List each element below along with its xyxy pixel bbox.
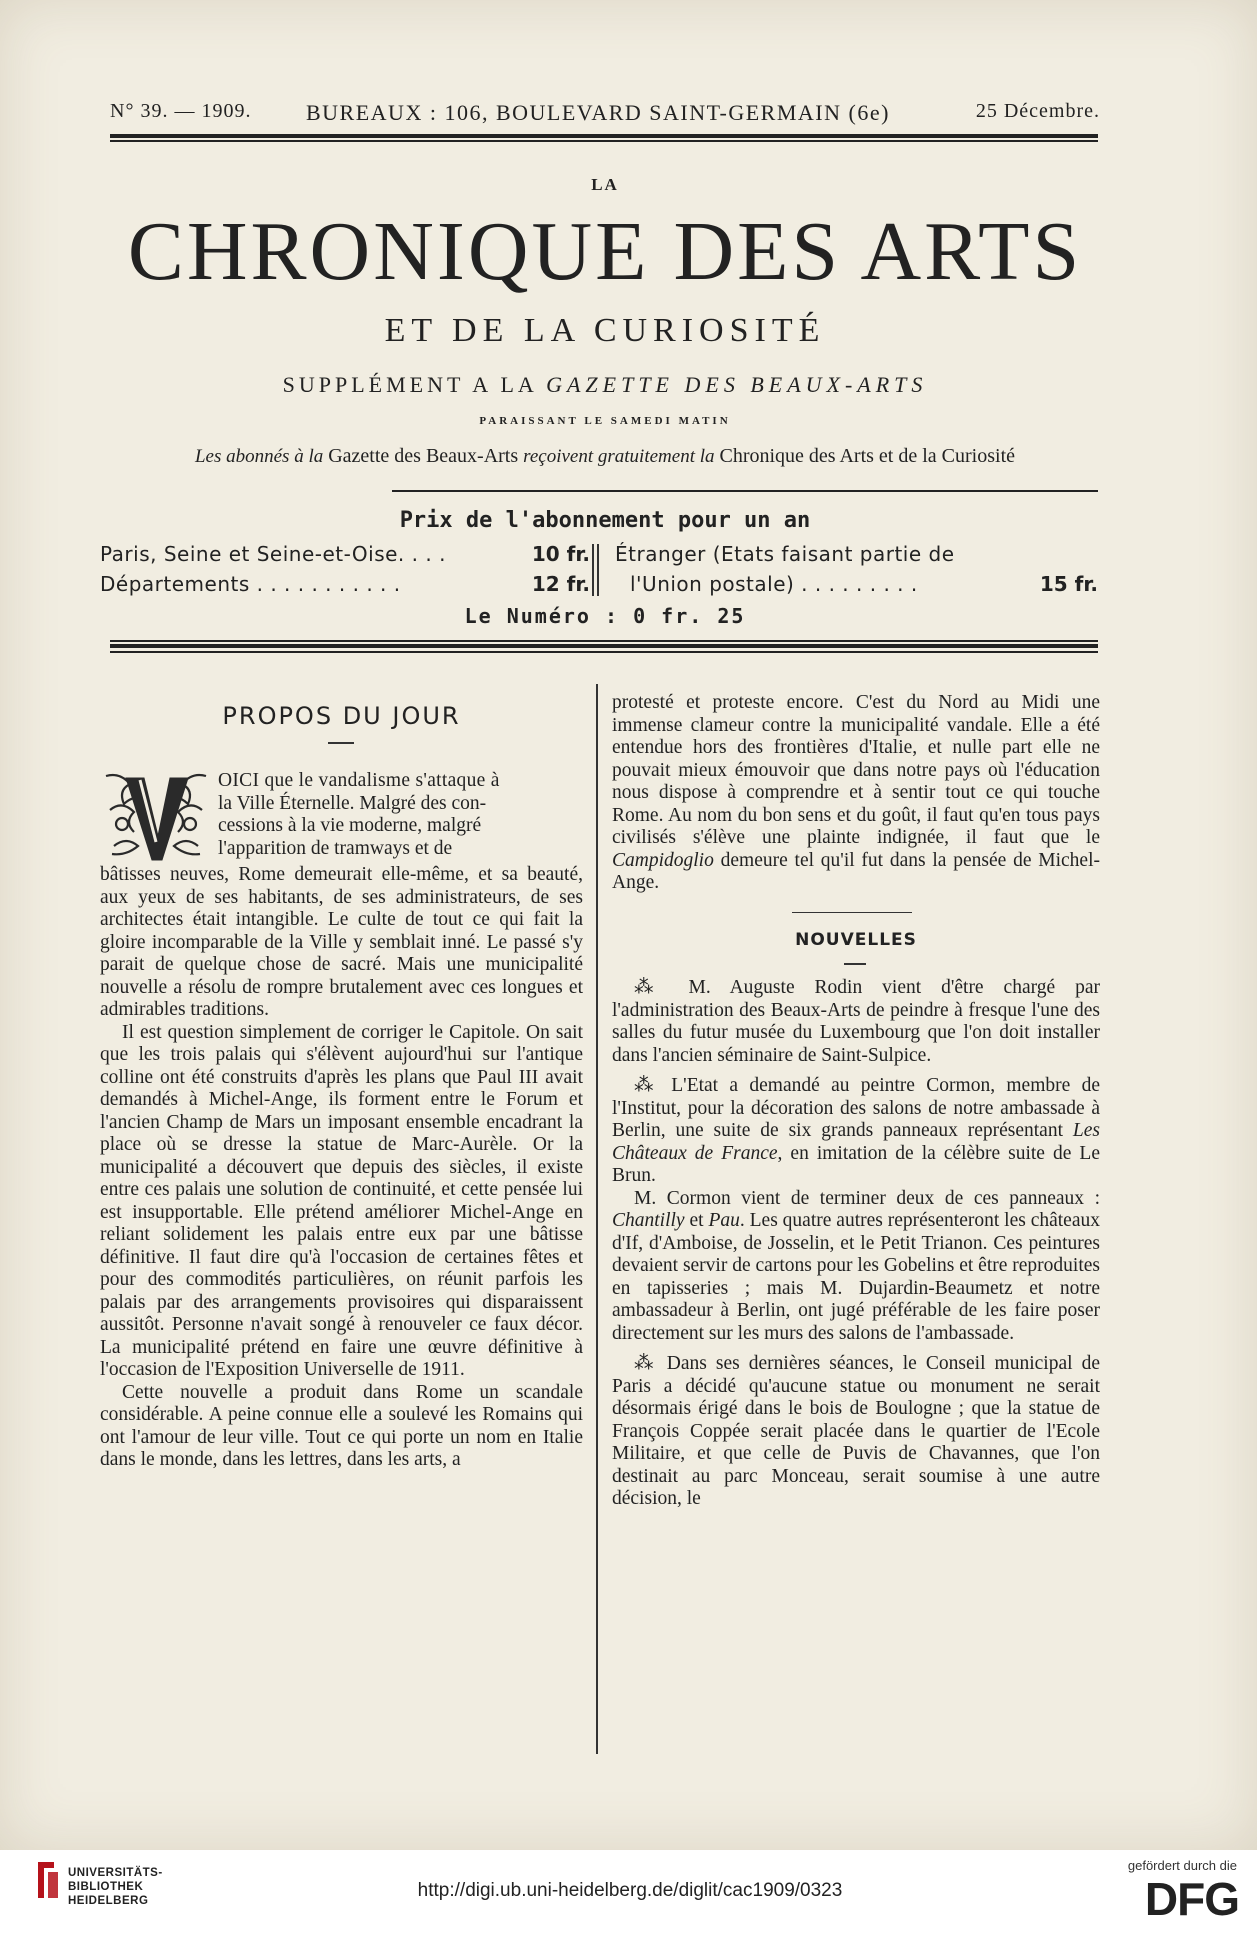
prix-rule-thin-2 xyxy=(110,651,1098,653)
prix-etranger-label: Étranger (Etats faisant partie de xyxy=(615,542,955,566)
nouvelle-cormon: ⁂ L'Etat a demandé au peintre Cormon, membre de l'Institut, pour la décoration des salons de notre ambassade à Berlin, une suite de six grands panneaux représentant Les Châteaux de France, en imitation de la célèbre suite de Le Brun. xyxy=(612,1075,1100,1186)
propos-p2: Il est question simplement de corriger le Capitole. On sait que les trois palais qui s'élèvent aujourd'hui sur l'antique colline ont été construits d'après les plans que Paul III avait demandés à Michel-Ange, ils forment entre le Forum et l'ancien Champ de Mars un imposant ensemble encadrant la place où se dresse la statue de Marc-Aurèle. Or la municipalité a découvert que depuis des siècles, il existe entre ces palais une solution de continuité, et cette pensée lui est insupportable. Elle prétend améliorer Michel-Ange en reliant solidement les palais entre eux par une bâtisse définitive. Il faut dire qu'à l'occasion de certaines fêtes et pour des commodités particulières, on réunit parfois les palais par des arrangements provisoires qui disparaissent aussitôt. Personne n'avait songé à renouveler ce faux décor. La municipalité prétend en faire une œuvre définitive à l'occasion de l'Exposition Universelle de 1911. xyxy=(100,1021,583,1380)
dfg-logo: DFG xyxy=(1144,1873,1239,1925)
nouvelle-conseil-municipal: ⁂ Dans ses dernières séances, le Conseil municipal de Paris a décidé qu'aucune statue ou monument ne serait désormais érigé dans le bois de Boulogne ; que la statue de François Coppée serait placée dans le quartier de l'Ecole Militaire, et que celle de Puvis de Chavannes, que l'on destinait au parc Monceau, serait soumise à une autre décision, le xyxy=(612,1353,1100,1509)
nouvelles-dash xyxy=(844,963,866,965)
prix-rule-thin xyxy=(110,640,1098,642)
university-library-logo-icon xyxy=(34,1858,62,1902)
subscriber-note: Les abonnés à la Gazette des Beaux-Arts reçoivent gratuitement la Chronique des Arts et de la Curiosité xyxy=(194,445,1016,467)
propos-title: PROPOS DU JOUR xyxy=(222,702,461,730)
nouvelle-cormon-suite: M. Cormon vient de terminer deux de ces panneaux : Chantilly et Pau. Les quatre autres représenteront les châteaux d'If, d'Amboise, de Josselin, et le Petit Trianon. Ces peintures devaient servir de cartons pour les Gobelins et être reproduites en tapisseries ; mais M. Dujardin-Beaumetz et notre ambassadeur à Berlin, ont jugé préférable de les faire poser directement sur les murs des salons de l'ambassade. xyxy=(612,1187,1100,1344)
propos-p1-line-1: OICI que le vandalisme s'attaque à xyxy=(218,770,500,791)
propos-article xyxy=(100,770,583,1472)
prix-rule-thick xyxy=(110,644,1098,648)
prix-etranger-label-2: l'Union postale) . . . . . . . . . xyxy=(630,572,918,596)
issue-number: N° 39. — 1909. xyxy=(110,100,252,122)
masthead-article: LA xyxy=(591,175,619,194)
ornate-v-dropcap xyxy=(100,770,212,864)
propos-p1-line-3: cessions à la vie moderne, malgré xyxy=(218,815,482,836)
propos-p1-line-4: l'apparition de tramways et de xyxy=(218,837,453,859)
propos-p1-line-2: la Ville Éternelle. Malgré des con- xyxy=(218,792,487,814)
university-library-name: UNIVERSITÄTS- BIBLIOTHEK HEIDELBERG xyxy=(68,1867,163,1907)
prix-paris-value: 10 fr. xyxy=(531,542,590,566)
prix-title: Prix de l'abonnement pour un an xyxy=(399,508,811,533)
prix-departements-label: Départements . . . . . . . . . . . xyxy=(100,572,401,596)
nouvelles-title: NOUVELLES xyxy=(795,929,917,950)
propos-p3: Cette nouvelle a produit dans Rome un scandale considérable. A peine connue elle a soulevé les Romains qui ont l'amour de leur ville. Tout ce qui porte un nom en Italie dans le monde, dans les lettres, dans les arts, a xyxy=(100,1381,583,1470)
supplement-line: SUPPLÉMENT A LA GAZETTE DES BEAUX-ARTS xyxy=(282,372,928,397)
header-rule-thin xyxy=(110,140,1098,142)
prix-etranger-value: 15 fr. xyxy=(1039,572,1098,596)
office-address: BUREAUX : 106, BOULEVARD SAINT-GERMAIN (6e) xyxy=(306,100,890,125)
issue-date: 25 Décembre. xyxy=(975,100,1100,122)
prix-departements-value: 12 fr. xyxy=(531,572,590,596)
column-divider xyxy=(596,684,598,1754)
abonnement-rule xyxy=(392,490,1098,492)
propos-p1-rest: bâtisses neuves, Rome demeurait elle-même, et sa beauté, aux yeux de ses habitants, de ses administrateurs, de ses architectes était intangible. Le culte de tout ce qui fait la gloire incomparable de la Ville y semblait inné. Le passé s'y parait de quelque chose de sacré. Mais une municipalité nouvelle a résolu de rompre brutalement avec ces longues et admirables traditions. xyxy=(100,864,583,1020)
masthead-subtitle: ET DE LA CURIOSITÉ xyxy=(384,312,826,349)
prix-paris-label: Paris, Seine et Seine-et-Oise. . . . xyxy=(100,542,446,566)
source-url-link[interactable]: http://digi.ub.uni-heidelberg.de/diglit/cac1909/0323 xyxy=(417,1880,843,1901)
prix-separator-left xyxy=(592,544,594,596)
title-dash xyxy=(328,742,354,744)
publication-schedule: PARAISSANT LE SAMEDI MATIN xyxy=(479,415,731,427)
masthead-title: CHRONIQUE DES ARTS xyxy=(127,205,1083,298)
prix-separator-right xyxy=(597,544,599,596)
right-column xyxy=(612,692,1100,1511)
section-separator xyxy=(612,895,1100,929)
funding-note: gefördert durch die xyxy=(1127,1858,1237,1873)
prix-numero: Le Numéro : 0 fr. 25 xyxy=(464,604,746,628)
propos-continuation: protesté et proteste encore. C'est du Nord au Midi une immense clameur contre la municipalité vandale. Elle a été entendue hors des frontières d'Italie, et nulle part elle ne pouvait mieux émouvoir que dans notre pays où l'éducation nous dispose à comprendre et à sentir tout ce qui touche Rome. Au nom du bon sens et du goût, il faut qu'en tous pays civilisés s'élève une plainte indignée, il faut que le Campidoglio demeure tel qu'il fut dans la pensée de Michel-Ange. xyxy=(612,692,1100,893)
nouvelle-rodin: ⁂ M. Auguste Rodin vient d'être chargé par l'administration des Beaux-Arts de peindre à fresque l'une des salles du futur musée du Luxembourg que l'on doit installer dans l'ancien séminaire de Saint-Sulpice. xyxy=(612,977,1100,1066)
header-rule-thick xyxy=(110,134,1098,138)
